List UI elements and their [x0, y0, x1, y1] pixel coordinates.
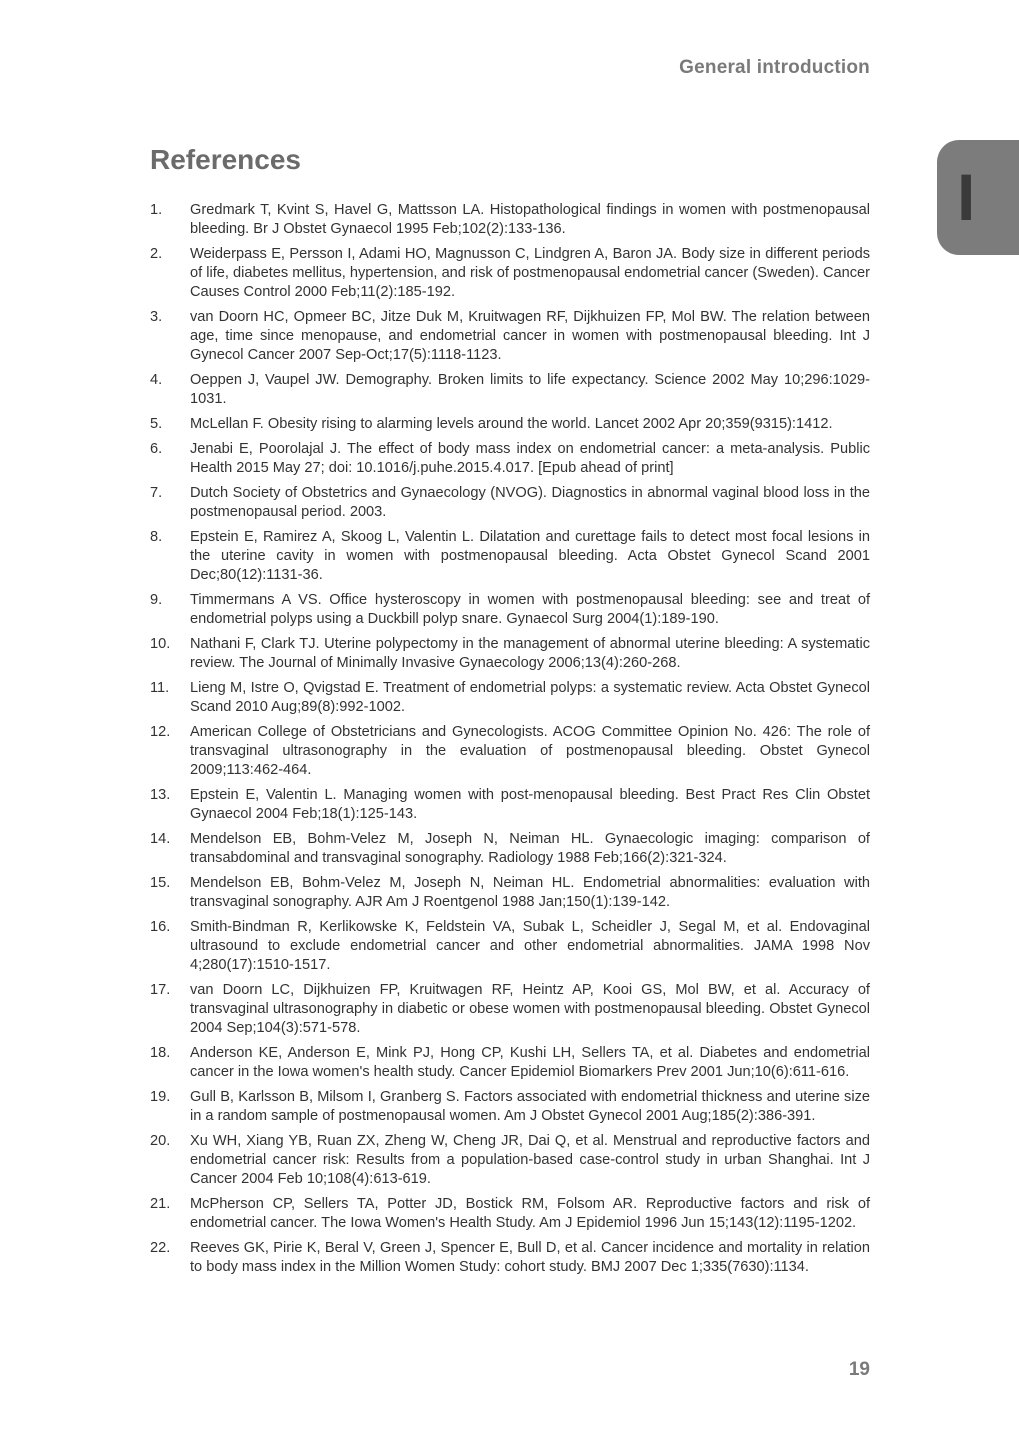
- reference-item: [150, 1088, 870, 1126]
- reference-number: 4.: [150, 372, 163, 388]
- reference-item: [150, 830, 870, 868]
- page-number: 19: [848, 1359, 870, 1380]
- reference-item: [150, 484, 870, 522]
- reference-item: [150, 918, 870, 975]
- reference-number: 3.: [150, 309, 163, 325]
- reference-text: McPherson CP, Sellers TA, Potter JD, Bostick RM, Folsom AR. Reproductive factors and risk of endometrial cancer. The Iowa Women's Health Study. Am J Epidemiol 1996 Jun 15;143(12):1195-1202.: [190, 1196, 870, 1231]
- reference-text: van Doorn HC, Opmeer BC, Jitze Duk M, Kruitwagen RF, Dijkhuizen FP, Mol BW. The relation between age, time since menopause, and endometrial cancer in women with postmenopausal bleeding. Int J Gynecol Cancer 2007 Sep-Oct;17(5):1118-1123.: [190, 309, 870, 363]
- reference-number: 11.: [150, 680, 170, 696]
- reference-item: [150, 1239, 870, 1277]
- reference-item: [150, 635, 870, 673]
- reference-number: 19.: [150, 1089, 171, 1105]
- reference-text: Anderson KE, Anderson E, Mink PJ, Hong CP, Kushi LH, Sellers TA, et al. Diabetes and endometrial cancer in the Iowa women's health study. Cancer Epidemiol Biomarkers Prev 2001 Jun;10(6):611-616.: [190, 1045, 870, 1080]
- reference-item: [150, 1132, 870, 1189]
- reference-number: 6.: [150, 441, 163, 457]
- reference-number: 1.: [150, 202, 163, 218]
- reference-number: 21.: [150, 1196, 171, 1212]
- reference-number: 8.: [150, 529, 163, 545]
- reference-text: Xu WH, Xiang YB, Ruan ZX, Zheng W, Cheng JR, Dai Q, et al. Menstrual and reproductive factors and endometrial cancer risk: Results from a population-based case-control study in urban Shanghai. Int J Cancer 2004 Feb 10;108(4):613-619.: [190, 1133, 870, 1187]
- section-title: References: [150, 144, 301, 175]
- reference-number: 2.: [150, 246, 163, 262]
- reference-number: 9.: [150, 592, 163, 608]
- reference-text: Lieng M, Istre O, Qvigstad E. Treatment of endometrial polyps: a systematic review. Acta Obstet Gynecol Scand 2010 Aug;89(8):992-1002.: [190, 680, 870, 715]
- reference-text: Reeves GK, Pirie K, Beral V, Green J, Spencer E, Bull D, et al. Cancer incidence and mortality in relation to body mass index in the Million Women Study: cohort study. BMJ 2007 Dec 1;335(7630):1134.: [190, 1240, 870, 1275]
- reference-text: Smith-Bindman R, Kerlikowske K, Feldstein VA, Subak L, Scheidler J, Segal M, et al. Endovaginal ultrasound to exclude endometrial cancer and other endometrial abnormalities. JAMA 1998 Nov 4;280(17):1510-1517.: [190, 919, 870, 973]
- reference-text: Jenabi E, Poorolajal J. The effect of body mass index on endometrial cancer: a meta-analysis. Public Health 2015 May 27; doi: 10.1016/j.puhe.2015.4.017. [Epub ahead of print]: [190, 441, 870, 476]
- reference-text: Epstein E, Ramirez A, Skoog L, Valentin L. Dilatation and curettage fails to detect most focal lesions in the uterine cavity in women with postmenopausal bleeding. Acta Obstet Gynecol Scand 2001 Dec;80(12):1131-36.: [190, 529, 870, 583]
- reference-text: Dutch Society of Obstetrics and Gynaecology (NVOG). Diagnostics in abnormal vaginal blood loss in the postmenopausal period. 2003.: [190, 485, 870, 520]
- reference-number: 13.: [150, 787, 171, 803]
- reference-item: [150, 874, 870, 912]
- chapter-tab: [937, 140, 1019, 255]
- reference-number: 15.: [150, 875, 171, 891]
- reference-text: Epstein E, Valentin L. Managing women with post-menopausal bleeding. Best Pract Res Clin Obstet Gynaecol 2004 Feb;18(1):125-143.: [190, 787, 870, 822]
- reference-number: 7.: [150, 485, 163, 501]
- reference-item: [150, 1044, 870, 1082]
- reference-number: 17.: [150, 982, 171, 998]
- reference-number: 10.: [150, 636, 171, 652]
- reference-number: 20.: [150, 1133, 171, 1149]
- reference-number: 18.: [150, 1045, 171, 1061]
- reference-text: Gredmark T, Kvint S, Havel G, Mattsson LA. Histopathological findings in women with postmenopausal bleeding. Br J Obstet Gynaecol 1995 Feb;102(2):133-136.: [190, 202, 870, 237]
- reference-number: 12.: [150, 724, 171, 740]
- reference-item: [150, 201, 870, 239]
- reference-number: 16.: [150, 919, 171, 935]
- reference-text: American College of Obstetricians and Gynecologists. ACOG Committee Opinion No. 426: The role of transvaginal ultrasonography in the evaluation of postmenopausal bleeding. Obstet Gynecol 2009;113:462-464.: [190, 724, 870, 778]
- reference-item: [150, 440, 870, 478]
- reference-item: [150, 415, 870, 434]
- reference-text: Gull B, Karlsson B, Milsom I, Granberg S. Factors associated with endometrial thickness and uterine size in a random sample of postmenopausal women. Am J Obstet Gynecol 2001 Aug;185(2):386-391.: [190, 1089, 870, 1124]
- reference-number: 22.: [150, 1240, 171, 1256]
- reference-item: [150, 528, 870, 585]
- reference-list: [150, 201, 870, 1283]
- chapter-number: I: [957, 160, 976, 234]
- reference-item: [150, 679, 870, 717]
- reference-number: 5.: [150, 416, 163, 432]
- reference-text: Mendelson EB, Bohm-Velez M, Joseph N, Neiman HL. Endometrial abnormalities: evaluation with transvaginal sonography. AJR Am J Roentgenol 1988 Jan;150(1):139-142.: [190, 875, 870, 910]
- reference-text: Timmermans A VS. Office hysteroscopy in women with postmenopausal bleeding: see and treat of endometrial polyps using a Duckbill polyp snare. Gynaecol Surg 2004(1):189-190.: [190, 592, 870, 627]
- running-header: General introduction: [679, 57, 870, 78]
- reference-item: [150, 591, 870, 629]
- reference-text: van Doorn LC, Dijkhuizen FP, Kruitwagen RF, Heintz AP, Kooi GS, Mol BW, et al. Accuracy of transvaginal ultrasonography in diabetic or obese women with postmenopausal bleeding. Obstet Gynecol 2004 Sep;104(3):571-578.: [190, 982, 870, 1036]
- reference-item: [150, 308, 870, 365]
- reference-item: [150, 786, 870, 824]
- reference-number: 14.: [150, 831, 171, 847]
- reference-text: Mendelson EB, Bohm-Velez M, Joseph N, Neiman HL. Gynaecologic imaging: comparison of transabdominal and transvaginal sonography. Radiology 1988 Feb;166(2):321-324.: [190, 831, 870, 866]
- reference-item: [150, 1195, 870, 1233]
- reference-item: [150, 245, 870, 302]
- reference-text: Weiderpass E, Persson I, Adami HO, Magnusson C, Lindgren A, Baron JA. Body size in different periods of life, diabetes mellitus, hypertension, and risk of postmenopausal endometrial cancer (Sweden). Cancer Causes Control 2000 Feb;11(2):185-192.: [190, 246, 870, 300]
- reference-item: [150, 371, 870, 409]
- reference-item: [150, 723, 870, 780]
- reference-item: [150, 981, 870, 1038]
- reference-text: McLellan F. Obesity rising to alarming levels around the world. Lancet 2002 Apr 20;359(9315):1412.: [190, 416, 833, 432]
- reference-text: Nathani F, Clark TJ. Uterine polypectomy in the management of abnormal uterine bleeding: A systematic review. The Journal of Minimally Invasive Gynaecology 2006;13(4):260-268.: [190, 636, 870, 671]
- reference-text: Oeppen J, Vaupel JW. Demography. Broken limits to life expectancy. Science 2002 May 10;296:1029-1031.: [190, 372, 870, 407]
